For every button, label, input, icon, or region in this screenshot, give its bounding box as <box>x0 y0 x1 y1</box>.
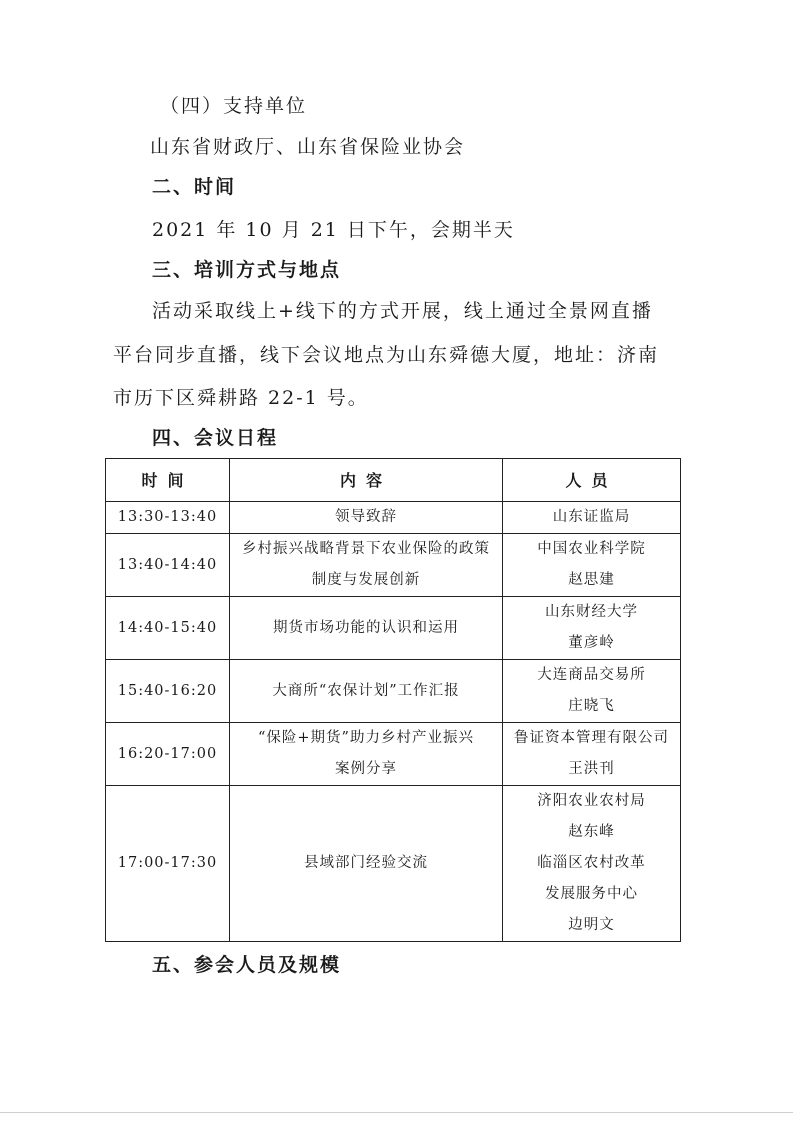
row-people-cell <box>503 660 681 723</box>
row-time-cell: 14:40-15:40 <box>106 597 230 660</box>
row-people-cell <box>503 723 681 786</box>
scan-edge-line <box>0 1112 793 1113</box>
content-line: 领导致辞 <box>335 509 397 525</box>
table-row <box>106 502 681 534</box>
row-content-cell <box>230 723 503 786</box>
table-row <box>106 786 681 942</box>
time-section-heading: 二、时间 <box>152 176 237 198</box>
people-line: 赵思建 <box>568 572 615 588</box>
people-line: 山东证监局 <box>552 509 631 525</box>
people-line: 大连商品交易所 <box>537 667 646 683</box>
method-text-line-2: 平台同步直播，线下会议地点为山东舜德大厦，地址：济南 <box>113 344 660 366</box>
header-content: 内容 <box>230 459 503 502</box>
row-content-cell <box>230 786 503 942</box>
row-people-cell <box>503 534 681 597</box>
table-row <box>106 723 681 786</box>
row-time-cell: 16:20-17:00 <box>106 723 230 786</box>
row-time-cell: 17:00-17:30 <box>106 786 230 942</box>
table-row <box>106 597 681 660</box>
people-line: 山东财经大学 <box>545 604 638 620</box>
time-section-text: 2021 年 10 月 21 日下午，会期半天 <box>152 219 515 241</box>
agenda-section-heading: 四、会议日程 <box>152 427 279 449</box>
people-line: 发展服务中心 <box>545 886 638 902</box>
row-content-cell <box>230 502 503 534</box>
people-line: 庄晓飞 <box>568 698 615 714</box>
people-line: 中国农业科学院 <box>537 541 646 557</box>
content-line: 制度与发展创新 <box>311 572 421 588</box>
row-people-cell <box>503 786 681 942</box>
people-line: 赵东峰 <box>568 824 615 840</box>
content-line: 乡村振兴战略背景下农业保险的政策 <box>242 541 490 557</box>
row-content-cell <box>230 597 503 660</box>
people-line: 临淄区农村改革 <box>537 855 646 871</box>
people-line: 王洪刊 <box>568 761 615 777</box>
row-content-cell <box>230 660 503 723</box>
header-time: 时间 <box>106 459 230 502</box>
row-time-cell: 13:30-13:40 <box>106 502 230 534</box>
method-section-heading: 三、培训方式与地点 <box>152 259 342 281</box>
method-text-line-3: 市历下区舜耕路 22-1 号。 <box>113 387 369 409</box>
content-line: “保险+期货”助力乡村产业振兴 <box>258 730 474 746</box>
method-text-line-1: 活动采取线上+线下的方式开展，线上通过全景网直播 <box>152 300 653 322</box>
people-line: 董彦岭 <box>568 635 615 651</box>
agenda-table <box>105 458 681 942</box>
content-line: 县域部门经验交流 <box>304 855 428 871</box>
row-content-cell <box>230 534 503 597</box>
people-line: 鲁证资本管理有限公司 <box>514 730 669 746</box>
support-units-text: 山东省财政厅、山东省保险业协会 <box>150 136 466 158</box>
row-time-cell: 15:40-16:20 <box>106 660 230 723</box>
content-line: 大商所“农保计划”工作汇报 <box>272 682 460 699</box>
table-header-row <box>106 459 681 502</box>
table-row <box>106 534 681 597</box>
participants-section-heading: 五、参会人员及规模 <box>152 954 342 976</box>
content-line: 期货市场功能的认识和运用 <box>273 619 459 636</box>
row-time-cell: 13:40-14:40 <box>106 534 230 597</box>
support-units-heading: （四）支持单位 <box>160 95 308 117</box>
content-line: 案例分享 <box>335 761 397 777</box>
people-line: 济阳农业农村局 <box>537 793 646 809</box>
row-people-cell <box>503 502 681 534</box>
table-row <box>106 660 681 723</box>
row-people-cell <box>503 597 681 660</box>
header-people: 人员 <box>503 459 681 502</box>
people-line: 边明文 <box>568 917 615 933</box>
